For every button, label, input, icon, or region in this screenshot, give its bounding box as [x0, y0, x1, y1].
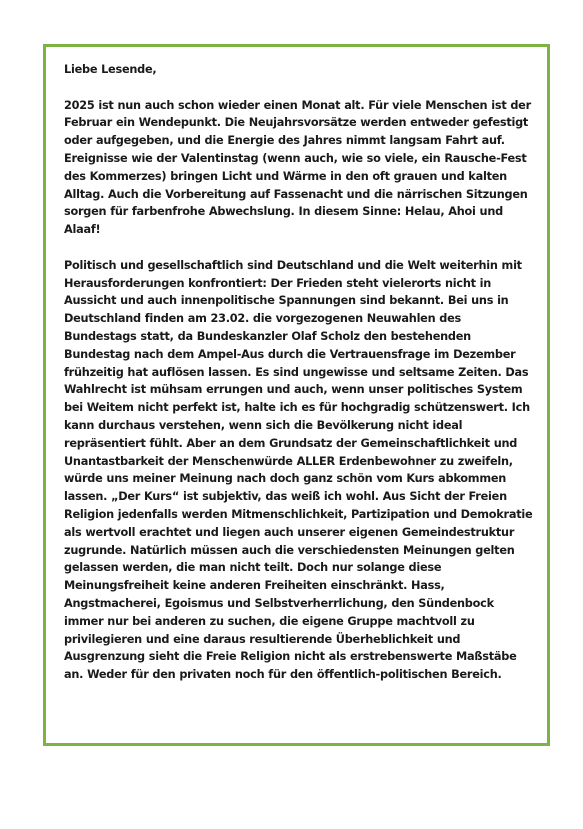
- letter-paragraph-1: 2025 ist nun auch schon wieder einen Monat alt. Für viele Menschen ist der Februar ein Wendepunkt. Die Neujahrsvorsätze werden entweder gefestigt oder aufgegeben, und die Energie des Jahres nimmt langsam Fahrt auf. Ereignisse wie der Valentinstag (wenn auch, wie so viele, ein Rausche-Fest des Kommerzes) bringen Licht und Wärme in den oft grauen und kalten Alltag. Auch die Vorbereitung auf Fassenacht und die närrischen Sitzungen sorgen für farbenfrohe Abwechslung. In diesem Sinne: Helau, Ahoi und Alaaf!: [64, 98, 531, 237]
- letter-frame: [43, 44, 550, 746]
- letter-paragraph-2: Politisch und gesellschaftlich sind Deutschland und die Welt weiterhin mit Herausforderungen konfrontiert: Der Frieden steht vielerorts nicht in Aussicht und auch innenpolitische Spannungen sind bekannt. Bei uns in Deutschland finden am 23.02. die vorgezogenen Neuwahlen des Bundestags statt, da Bundeskanzler Olaf Scholz den bestehenden Bundestag nach dem Ampel-Aus durch die Vertrauensfrage im Dezember frühzeitig hat auflösen lassen. Es sind ungewisse und seltsame Zeiten. Das Wahlrecht ist mühsam errungen und auch, wenn unser politisches System bei Weitem nicht perfekt ist, halte ich es für hochgradig schützenswert. Ich kann durchaus verstehen, wenn sich die Bevölkerung nicht ideal repräsentiert fühlt. Aber an dem Grundsatz der Gemeinschaftlichkeit und Unantastbarkeit der Menschenwürde ALLER Erdenbewohner zu zweifeln, würde uns meiner Meinung nach doch ganz schön vom Kurs abkommen lassen. „Der Kurs“ ist subjektiv, das weiß ich wohl. Aus Sicht der Freien Religion jedenfalls werden Mitmenschlichkeit, Partizipation und Demokratie als wertvoll erachtet und liegen auch unserer eigenen Gemeindestruktur zugrunde. Natürlich müssen auch die verschiedensten Meinungen gelten gelassen werden, die man nicht teilt. Doch nur solange diese Meinungsfreiheit keine anderen Freiheiten einschränkt. Hass, Angstmacherei, Egoismus und Selbstverherrlichung, den Sündenbock immer nur bei anderen zu suchen, die eigene Gruppe machtvoll zu privilegieren und eine daraus resultierende Überheblichkeit und Ausgrenzung sieht die Freie Religion nicht als erstrebenswerte Maßstäbe an. Weder für den privaten noch für den öffentlich-politischen Bereich.: [64, 258, 533, 682]
- letter-greeting: Liebe Lesende,: [64, 63, 157, 76]
